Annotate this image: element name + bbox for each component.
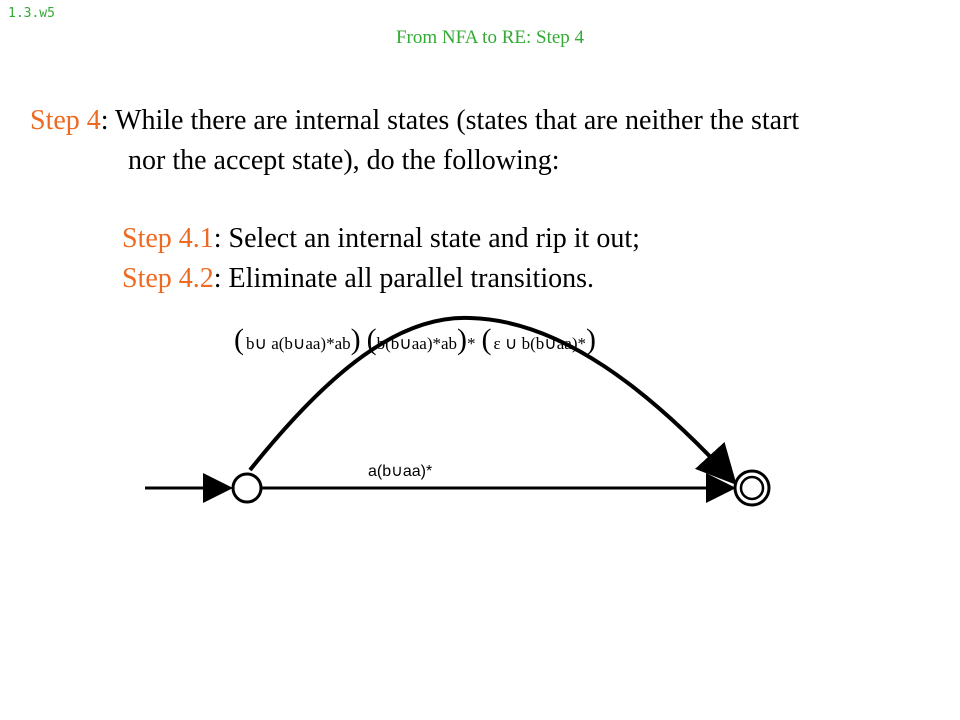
step4-2-label: Step 4.2 (122, 263, 214, 294)
step4-2-text: : Eliminate all parallel transitions. (213, 263, 595, 294)
step4-label: Step 4 (30, 105, 101, 136)
expr-part-3: ε ∪ b(b∪aa)* (493, 334, 586, 353)
paren-open-3: ( (481, 323, 492, 356)
slide-id: 1.3.w5 (8, 6, 55, 21)
kleene-star: * (467, 334, 476, 353)
direct-transition-label: a(b∪aa)* (368, 463, 433, 480)
step4-continuation: nor the accept state), do the following: (128, 145, 560, 176)
step4-text: : While there are internal states (states that are neither the start (100, 105, 800, 136)
paren-close-1: ) (350, 323, 361, 356)
expr-part-1: b∪ a(b∪aa)*ab (246, 334, 351, 353)
step4-1-text: : Select an internal state and rip it out; (213, 223, 640, 254)
paren-close-2: ) (457, 323, 468, 356)
slide-title: From NFA to RE: Step 4 (395, 27, 585, 48)
paren-close-3: ) (585, 323, 596, 356)
start-state (233, 474, 261, 502)
expr-part-2: b(b∪aa)*ab (376, 334, 458, 353)
step4-1-label: Step 4.1 (122, 223, 214, 254)
paren-open-2: ( (366, 323, 377, 356)
paren-open-1: ( (234, 323, 244, 356)
